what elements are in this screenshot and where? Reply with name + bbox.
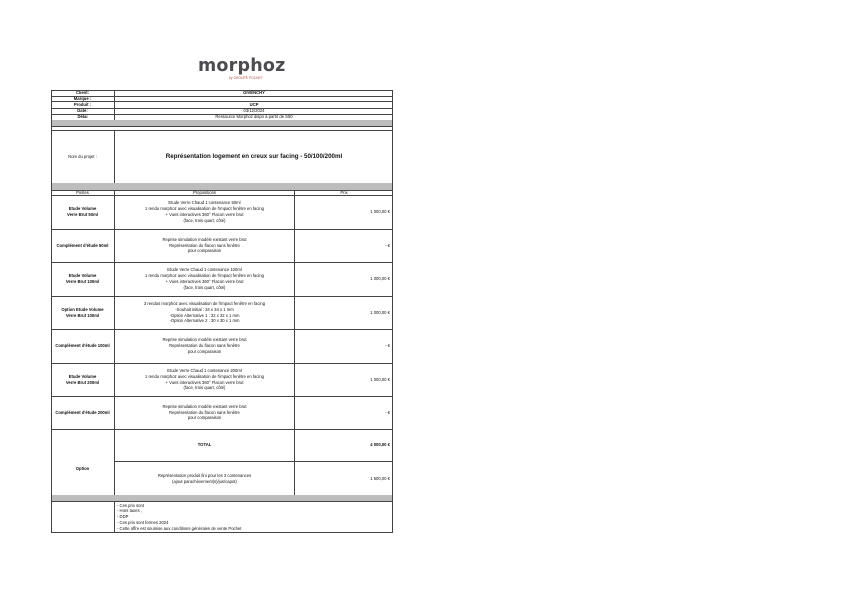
- col-postes: Postes: [76, 189, 89, 195]
- table-row: [51, 329, 393, 364]
- table-row: [51, 396, 393, 430]
- note-line: - Cette offre est soumise aux conditions générales de vente Pochet: [117, 525, 242, 531]
- project-row: [51, 130, 393, 184]
- poste-cell: Complément d'étude 200ml: [55, 409, 110, 415]
- poste-cell: Etude Volume Verre Brut 100ml: [65, 273, 100, 284]
- col-prix: Prix: [294, 190, 393, 195]
- date-label: Date:: [77, 108, 88, 114]
- note-line: - DDP: [117, 514, 129, 520]
- poste-cell: Complément d'étude 100ml: [55, 343, 110, 349]
- total-value: 4 000,00 €: [294, 429, 393, 462]
- note-line: - Ces prix sont fermes 2024: [117, 519, 169, 525]
- prix-cell: 1 000,00 €: [294, 195, 393, 229]
- produit-label: Produit :: [73, 101, 92, 107]
- poste-cell: Etude Volume Verre Brut 200ml: [65, 373, 100, 385]
- poste-cell: Option Etude Volume Verre Brut 100ml: [61, 306, 104, 318]
- note-line: - Ces prix sont: [117, 502, 144, 508]
- notes-cell: [114, 501, 393, 533]
- table-row: [51, 195, 393, 230]
- proposition-cell: 3 rendus morphoz avec visualisation de l'impact fenêtre en facing -Souhait initial : 34 x 34 x 1 mm -Option Alternative 1 : 32 x 32 x 1 mm -Option Alternative 2 : 30 x 30 x 1 mm: [114, 296, 294, 329]
- prix-cell: 1 000,00 €: [294, 296, 393, 329]
- note-line: - Hors taxes ,: [117, 508, 142, 514]
- prix-cell: - €: [294, 329, 393, 363]
- proposition-cell: Etude Verre Chaud 1 contenance 50ml 1 rendu morphoz avec visualisation de l'impact fenêtre en facing + Vues interactives 360° Flacon verre brut (face, trois quart, côté): [114, 195, 294, 229]
- logo-wordmark: morphoz: [198, 56, 286, 76]
- table-row: [51, 363, 393, 397]
- client-value: GIVENCHY: [114, 90, 393, 96]
- client-label: Client:: [75, 90, 90, 96]
- col-propositions: Propositions: [114, 190, 294, 195]
- proposition-cell: Reprise simulation modèle existant verre brut Représentation du flacon sans fenêtre pour comparaison: [114, 229, 294, 262]
- proposition-cell: Etude Verre Chaud 1 contenance 200ml 1 rendu morphoz avec visualisation de l'impact fenêtre en facing + Vues interactives 360° Flacon verre brut (face, trois quart, côté): [114, 363, 294, 396]
- prix-cell: - €: [294, 396, 393, 429]
- option-label: Option: [75, 466, 90, 472]
- delai-value: Ressource Morphoz dispo à partir de S50: [114, 114, 393, 120]
- table-row: [51, 262, 393, 297]
- project-label: Nom du projet :: [68, 153, 97, 159]
- prix-cell: 1 000,00 €: [294, 262, 393, 296]
- total-label: TOTAL: [114, 429, 294, 462]
- poste-cell: Complément d'étude 50ml: [56, 242, 109, 248]
- produit-value: UCP: [114, 101, 393, 108]
- morphoz-logo: [198, 56, 286, 84]
- marque-label: Marque :: [73, 95, 92, 101]
- table-row: [51, 229, 393, 263]
- prix-cell: - €: [294, 229, 393, 262]
- table-row: [51, 296, 393, 330]
- prix-cell: 1 000,00 €: [294, 363, 393, 396]
- proposition-cell: Etude Verre Chaud 1 contenance 100ml 1 rendu morphoz avec visualisation de l'impact fenêtre en facing + Vues interactives 360° Flacon verre brut (face, trois quart, côté): [114, 262, 294, 296]
- proposition-cell: Reprise simulation modèle existant verre brut Représentation du flacon sans fenêtre pour comparaison: [114, 396, 294, 429]
- project-title: Représentation logement en creux sur facing - 50/100/200ml: [114, 130, 393, 183]
- option-proposition: Représentation produit fini pour les 3 contenances (ajout parachèvement(s)/jus/capot): [114, 462, 294, 495]
- date-value: 03/12/2024: [114, 108, 393, 114]
- delai-label: Délai: [77, 114, 88, 120]
- poste-cell: Etude Volume Verre Brut 50ml: [67, 206, 98, 217]
- logo-tagline: by GROUPE POCHET: [229, 76, 263, 80]
- proposition-cell: Reprise simulation modèle existant verre brut Représentation du flacon sans fenêtre pour comparaison: [114, 329, 294, 363]
- option-prix: 1 500,00 €: [294, 462, 393, 495]
- notes-row: [51, 501, 393, 533]
